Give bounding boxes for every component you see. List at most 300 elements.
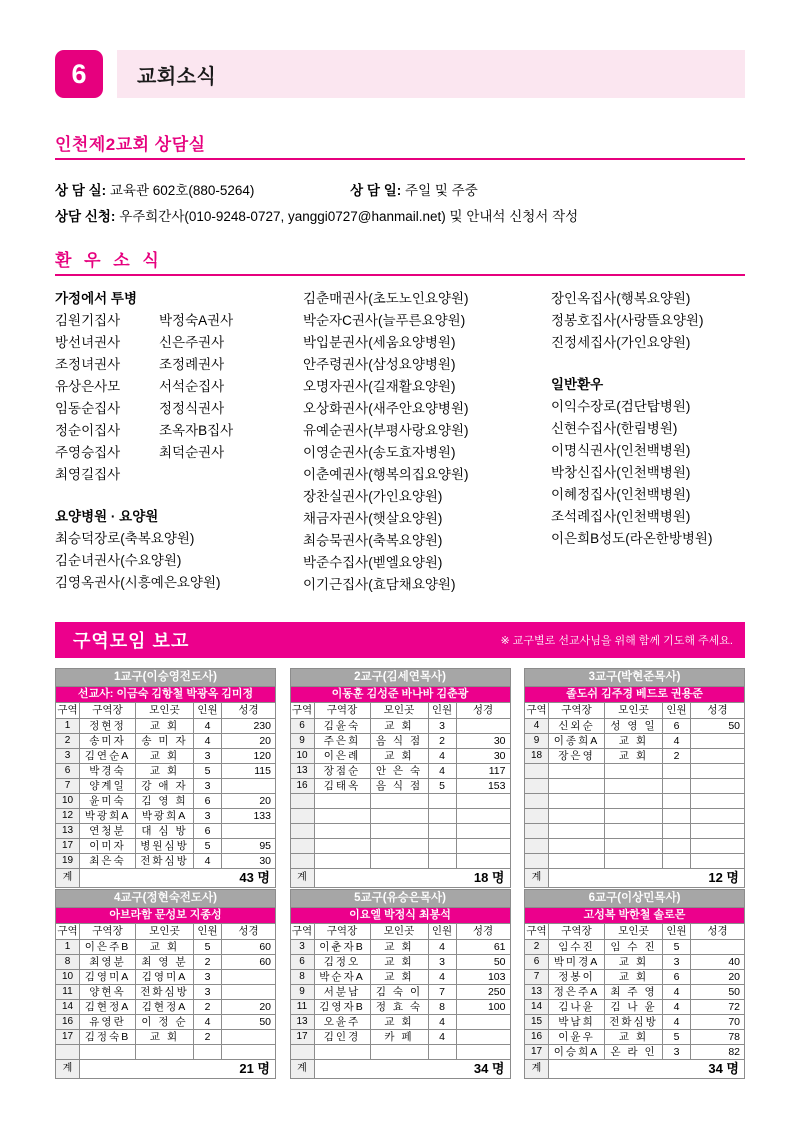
cell-place: 전화심방: [136, 854, 194, 869]
district-table: [524, 889, 745, 1079]
cell-attendance: [663, 854, 691, 869]
cell-leader: [549, 779, 605, 794]
cell-district-no: 18: [525, 749, 549, 764]
cell-attendance: 4: [428, 749, 456, 764]
cell-attendance: [428, 809, 456, 824]
cell-bible: [691, 940, 745, 955]
cell-leader: [549, 764, 605, 779]
cell-attendance: 6: [663, 719, 691, 734]
cell-district-no: 13: [525, 985, 549, 1000]
counseling-heading-rule: [55, 158, 745, 160]
table-row: [290, 1000, 510, 1015]
cell-district-no: 6: [56, 764, 80, 779]
patient-name: 유상은사모: [55, 379, 121, 394]
cell-place: 교 회: [136, 764, 194, 779]
cell-attendance: [428, 794, 456, 809]
cell-leader: 양계일: [80, 779, 136, 794]
cell-bible: [456, 854, 510, 869]
sum-value: 34 명: [549, 1060, 745, 1079]
cell-place: 교 회: [136, 940, 194, 955]
column-header: 인원: [663, 924, 691, 940]
table-row: [525, 719, 745, 734]
cell-bible: 72: [691, 1000, 745, 1015]
column-header: 구역: [525, 924, 549, 940]
cell-district-no: 17: [56, 1030, 80, 1045]
cell-place: 강 애 자: [136, 779, 194, 794]
table-row: [525, 1015, 745, 1030]
cell-place: 음 식 점: [370, 734, 428, 749]
cell-attendance: 6: [194, 794, 222, 809]
district-table: [55, 668, 276, 888]
home-treatment-row: [55, 354, 303, 376]
table-row: [525, 940, 745, 955]
cell-leader: 이춘자B: [314, 940, 370, 955]
cell-place: 교 회: [370, 719, 428, 734]
home-treatment-name-list: [55, 310, 303, 486]
page-title: 교회소식: [137, 65, 217, 88]
cell-leader: 박광희A: [80, 809, 136, 824]
cell-bible: 50: [222, 1015, 276, 1030]
cell-bible: 61: [456, 940, 510, 955]
table-row: [525, 839, 745, 854]
nursing-list-column-1: [55, 528, 303, 594]
cell-leader: [314, 854, 370, 869]
cell-bible: 40: [691, 955, 745, 970]
column-header: 모인곳: [136, 924, 194, 940]
cell-place: 성 영 일: [605, 719, 663, 734]
district-title-row: [290, 890, 510, 908]
cell-place: [370, 1045, 428, 1060]
table-row: [56, 749, 276, 764]
cell-leader: 이은주B: [80, 940, 136, 955]
table-row: [525, 779, 745, 794]
patient-name: 신은주권사: [159, 335, 225, 350]
cell-district-no: 2: [56, 734, 80, 749]
patient-name: 김영옥권사(시흥예은요양원): [55, 575, 221, 590]
cell-bible: [456, 839, 510, 854]
table-row: [290, 734, 510, 749]
cell-district-no: [525, 854, 549, 869]
cell-place: 교 회: [605, 749, 663, 764]
cell-bible: 100: [456, 1000, 510, 1015]
cell-leader: [80, 1045, 136, 1060]
district-title-row: [525, 669, 745, 687]
counseling-section-heading: [55, 130, 745, 160]
column-header: 구역장: [80, 703, 136, 719]
home-treatment-row: [55, 376, 303, 398]
column-header: 성경: [456, 924, 510, 940]
cell-bible: [222, 985, 276, 1000]
cell-attendance: 6: [194, 824, 222, 839]
cell-bible: 20: [222, 794, 276, 809]
district-table-wrapper: [55, 668, 276, 888]
cell-bible: [691, 779, 745, 794]
cell-leader: 김영자B: [314, 1000, 370, 1015]
cell-attendance: [663, 794, 691, 809]
sick-column-3: [551, 288, 755, 596]
cell-attendance: 4: [428, 764, 456, 779]
cell-place: 교 회: [136, 749, 194, 764]
cell-leader: 정봉이: [549, 970, 605, 985]
cell-bible: 230: [222, 719, 276, 734]
cell-leader: 이윤우: [549, 1030, 605, 1045]
cell-place: 김 영 희: [136, 794, 194, 809]
cell-district-no: [290, 824, 314, 839]
cell-attendance: 2: [194, 1000, 222, 1015]
patient-name: 주영승집사: [55, 445, 121, 460]
district-report-title: 구역모임 보고: [73, 631, 190, 651]
table-row: [56, 809, 276, 824]
cell-bible: 50: [691, 985, 745, 1000]
table-row: [56, 779, 276, 794]
patient-name: 안주령권사(삼성요양병원): [303, 357, 456, 372]
table-row: [290, 1045, 510, 1060]
cell-place: [370, 824, 428, 839]
cell-attendance: 3: [194, 749, 222, 764]
nursing-list-column-2: [303, 288, 551, 596]
cell-attendance: 3: [663, 1045, 691, 1060]
cell-bible: 20: [222, 734, 276, 749]
district-missionaries: 고성복 박한철 솔로몬: [525, 908, 745, 924]
cell-leader: 주은희: [314, 734, 370, 749]
cell-attendance: 5: [663, 940, 691, 955]
district-sum-row: [56, 1060, 276, 1079]
cell-bible: [456, 809, 510, 824]
sick-columns: [55, 288, 755, 596]
cell-district-no: [525, 764, 549, 779]
cell-leader: 정현정: [80, 719, 136, 734]
counseling-day-label: 상 담 일:: [350, 183, 402, 198]
cell-attendance: [428, 839, 456, 854]
sum-label: 계: [56, 869, 80, 888]
cell-leader: 박순자A: [314, 970, 370, 985]
table-row: [525, 985, 745, 1000]
patient-name: 이은희B성도(라온한방병원): [551, 531, 713, 546]
district-sum-row: [290, 1060, 510, 1079]
patient-name: 이익수장로(검단탑병원): [551, 399, 691, 414]
cell-leader: 최은숙: [80, 854, 136, 869]
column-header: 인원: [663, 703, 691, 719]
cell-bible: [691, 824, 745, 839]
cell-bible: [222, 779, 276, 794]
column-header: 구역: [56, 703, 80, 719]
cell-place: 김 나 윤: [605, 1000, 663, 1015]
home-treatment-row: [55, 310, 303, 332]
table-row: [56, 794, 276, 809]
cell-attendance: 4: [194, 719, 222, 734]
district-table-wrapper: [290, 668, 511, 888]
patient-name: 방선녀권사: [55, 335, 121, 350]
cell-place: 안 은 숙: [370, 764, 428, 779]
table-row: [290, 749, 510, 764]
cell-attendance: 4: [663, 1000, 691, 1015]
column-header: 모인곳: [605, 924, 663, 940]
patient-name: 최영길집사: [55, 467, 121, 482]
cell-bible: 50: [456, 955, 510, 970]
district-table-wrapper: [524, 668, 745, 888]
cell-leader: 오윤주: [314, 1015, 370, 1030]
counseling-room-label: 상 담 실:: [55, 183, 107, 198]
cell-bible: 153: [456, 779, 510, 794]
cell-attendance: 3: [428, 719, 456, 734]
cell-place: 교 회: [370, 1015, 428, 1030]
table-row: [56, 970, 276, 985]
cell-bible: 117: [456, 764, 510, 779]
column-header: 인원: [194, 924, 222, 940]
home-treatment-row: [55, 398, 303, 420]
district-missionaries: 선교사: 이금숙 김항철 박광옥 김미정: [56, 687, 276, 703]
district-title-row: [56, 890, 276, 908]
cell-bible: [222, 1045, 276, 1060]
cell-place: [605, 764, 663, 779]
district-title-row: [56, 669, 276, 687]
sum-value: 18 명: [314, 869, 510, 888]
cell-leader: [549, 854, 605, 869]
cell-district-no: [290, 839, 314, 854]
cell-district-no: 9: [290, 985, 314, 1000]
cell-place: 교 회: [605, 1030, 663, 1045]
cell-place: 교 회: [136, 1030, 194, 1045]
cell-bible: 95: [222, 839, 276, 854]
cell-leader: [314, 1045, 370, 1060]
column-header: 구역장: [314, 703, 370, 719]
table-row: [56, 764, 276, 779]
cell-leader: 박미경A: [549, 955, 605, 970]
cell-district-no: 7: [56, 779, 80, 794]
column-header: 모인곳: [136, 703, 194, 719]
table-row: [290, 970, 510, 985]
patient-name: 정정식권사: [159, 401, 225, 416]
district-table: [524, 668, 745, 888]
cell-place: 카 페: [370, 1030, 428, 1045]
district-missionaries: 이요엘 박정식 최봉석: [290, 908, 510, 924]
cell-bible: 70: [691, 1015, 745, 1030]
sum-value: 34 명: [314, 1060, 510, 1079]
column-header: 성경: [691, 703, 745, 719]
cell-district-no: 13: [290, 1015, 314, 1030]
district-missionary-row: [56, 908, 276, 924]
cell-bible: [691, 734, 745, 749]
patient-name: 오상화권사(새주안요양병원): [303, 401, 469, 416]
cell-attendance: 3: [663, 955, 691, 970]
cell-district-no: 12: [56, 809, 80, 824]
column-header: 구역장: [549, 924, 605, 940]
patient-name: 이춘예권사(행복의집요양원): [303, 467, 469, 482]
district-table-row-bottom: [55, 889, 745, 1079]
sum-label: 계: [56, 1060, 80, 1079]
cell-district-no: 3: [290, 940, 314, 955]
table-row: [56, 940, 276, 955]
patient-name: 김순녀권사(수요양원): [55, 553, 182, 568]
general-patients-heading: 일반환우: [551, 377, 604, 392]
cell-leader: 이은례: [314, 749, 370, 764]
cell-attendance: [663, 779, 691, 794]
table-row: [56, 839, 276, 854]
cell-district-no: [525, 779, 549, 794]
sick-heading-text: 환 우 소 식: [55, 251, 163, 270]
table-row: [56, 1045, 276, 1060]
cell-district-no: 6: [290, 955, 314, 970]
cell-bible: 115: [222, 764, 276, 779]
cell-attendance: [428, 1045, 456, 1060]
cell-district-no: [290, 794, 314, 809]
district-table: [290, 668, 511, 888]
column-header: 구역: [290, 924, 314, 940]
column-header: 모인곳: [370, 924, 428, 940]
cell-place: 대 심 방: [136, 824, 194, 839]
cell-attendance: 3: [194, 809, 222, 824]
column-header: 인원: [194, 703, 222, 719]
home-treatment-heading: 가정에서 투병: [55, 291, 137, 306]
cell-district-no: 17: [290, 1030, 314, 1045]
cell-district-no: 10: [290, 749, 314, 764]
cell-district-no: 13: [56, 824, 80, 839]
district-sum-row: [525, 869, 745, 888]
table-row: [290, 955, 510, 970]
table-row: [290, 940, 510, 955]
column-header: 모인곳: [370, 703, 428, 719]
cell-district-no: [525, 824, 549, 839]
cell-attendance: 2: [428, 734, 456, 749]
cell-district-no: 3: [56, 749, 80, 764]
column-header: 구역장: [549, 703, 605, 719]
home-treatment-row: [55, 332, 303, 354]
cell-bible: 60: [222, 940, 276, 955]
district-missionary-row: [290, 687, 510, 703]
patient-name: 오명자권사(길재활요양원): [303, 379, 456, 394]
patient-name: 조정녀권사: [55, 357, 121, 372]
patient-name: 조석례집사(인천백병원): [551, 509, 691, 524]
district-missionary-row: [56, 687, 276, 703]
column-header: 구역: [525, 703, 549, 719]
cell-attendance: 3: [194, 985, 222, 1000]
patient-name: 김원기집사: [55, 313, 121, 328]
district-name: 1교구(이승영전도사): [56, 669, 276, 687]
nursing-list-column-3: [551, 288, 755, 354]
cell-attendance: 4: [194, 854, 222, 869]
cell-attendance: 3: [194, 970, 222, 985]
cell-leader: 이종희A: [549, 734, 605, 749]
table-row: [56, 854, 276, 869]
banner-number-badge: 6: [55, 50, 103, 98]
cell-attendance: 5: [194, 839, 222, 854]
patient-name: 정봉호집사(사랑뜰요양원): [551, 313, 704, 328]
cell-attendance: [663, 824, 691, 839]
column-header: 성경: [222, 924, 276, 940]
patient-name: 최덕순권사: [159, 445, 225, 460]
patient-name: 장찬실권사(가인요양원): [303, 489, 443, 504]
cell-place: 박광희A: [136, 809, 194, 824]
cell-attendance: 5: [194, 764, 222, 779]
district-column-header-row: [56, 703, 276, 719]
cell-attendance: 7: [428, 985, 456, 1000]
cell-leader: 김인경: [314, 1030, 370, 1045]
table-row: [525, 809, 745, 824]
district-missionaries: 아브라함 문성보 지종성: [56, 908, 276, 924]
cell-district-no: 8: [56, 955, 80, 970]
cell-district-no: 16: [525, 1030, 549, 1045]
cell-place: 김현정A: [136, 1000, 194, 1015]
cell-place: 임 수 진: [605, 940, 663, 955]
cell-leader: 이승희A: [549, 1045, 605, 1060]
cell-bible: 20: [691, 970, 745, 985]
patient-name: 이영순권사(송도효자병원): [303, 445, 456, 460]
cell-leader: 연청분: [80, 824, 136, 839]
cell-bible: 78: [691, 1030, 745, 1045]
cell-leader: [549, 809, 605, 824]
cell-leader: 장은영: [549, 749, 605, 764]
cell-bible: [456, 824, 510, 839]
cell-leader: 김정숙B: [80, 1030, 136, 1045]
table-row: [56, 734, 276, 749]
table-row: [290, 1015, 510, 1030]
cell-attendance: [663, 839, 691, 854]
nursing-heading: 요양병원 · 요양원: [55, 509, 159, 524]
cell-place: 교 회: [136, 719, 194, 734]
patient-name: 신현수집사(한림병원): [551, 421, 678, 436]
cell-place: 음 식 점: [370, 779, 428, 794]
cell-place: 온 라 인: [605, 1045, 663, 1060]
cell-bible: [691, 839, 745, 854]
column-header: 성경: [691, 924, 745, 940]
cell-place: [605, 854, 663, 869]
cell-district-no: 13: [290, 764, 314, 779]
table-row: [525, 764, 745, 779]
cell-leader: [314, 824, 370, 839]
cell-place: 정 효 숙: [370, 1000, 428, 1015]
cell-bible: 60: [222, 955, 276, 970]
district-name: 2교구(김세연목사): [290, 669, 510, 687]
table-row: [525, 1000, 745, 1015]
column-header: 성경: [456, 703, 510, 719]
cell-leader: 김현정A: [80, 1000, 136, 1015]
cell-attendance: 4: [428, 970, 456, 985]
table-row: [56, 985, 276, 1000]
cell-place: 송 미 자: [136, 734, 194, 749]
cell-leader: 박남희: [549, 1015, 605, 1030]
cell-attendance: 2: [194, 955, 222, 970]
cell-district-no: [290, 854, 314, 869]
cell-attendance: 4: [194, 1015, 222, 1030]
cell-bible: 20: [222, 1000, 276, 1015]
cell-attendance: 6: [663, 970, 691, 985]
cell-attendance: 8: [428, 1000, 456, 1015]
cell-leader: 정은주A: [549, 985, 605, 1000]
counseling-heading-text: 인천제2교회 상담실: [55, 135, 206, 154]
cell-place: 전화심방: [605, 1015, 663, 1030]
table-row: [56, 1030, 276, 1045]
cell-place: 교 회: [605, 734, 663, 749]
counseling-apply-value: 우주희간사(010-9248-0727, yanggi0727@hanmail.net) 및 안내석 신청서 작성: [119, 209, 579, 224]
page-banner: [55, 50, 745, 98]
cell-place: 교 회: [370, 955, 428, 970]
cell-place: 최 주 영: [605, 985, 663, 1000]
cell-attendance: 3: [428, 955, 456, 970]
column-header: 구역: [290, 703, 314, 719]
patient-name: 유예순권사(부평사랑요양원): [303, 423, 469, 438]
cell-bible: [222, 970, 276, 985]
cell-bible: 50: [691, 719, 745, 734]
counseling-room-line: [55, 178, 755, 204]
table-row: [290, 794, 510, 809]
table-row: [290, 809, 510, 824]
cell-leader: 최영분: [80, 955, 136, 970]
sum-label: 계: [290, 869, 314, 888]
counseling-room-value: 교육관 602호(880-5264): [109, 183, 255, 198]
cell-district-no: 11: [290, 1000, 314, 1015]
cell-district-no: [525, 809, 549, 824]
district-name: 3교구(박현준목사): [525, 669, 745, 687]
